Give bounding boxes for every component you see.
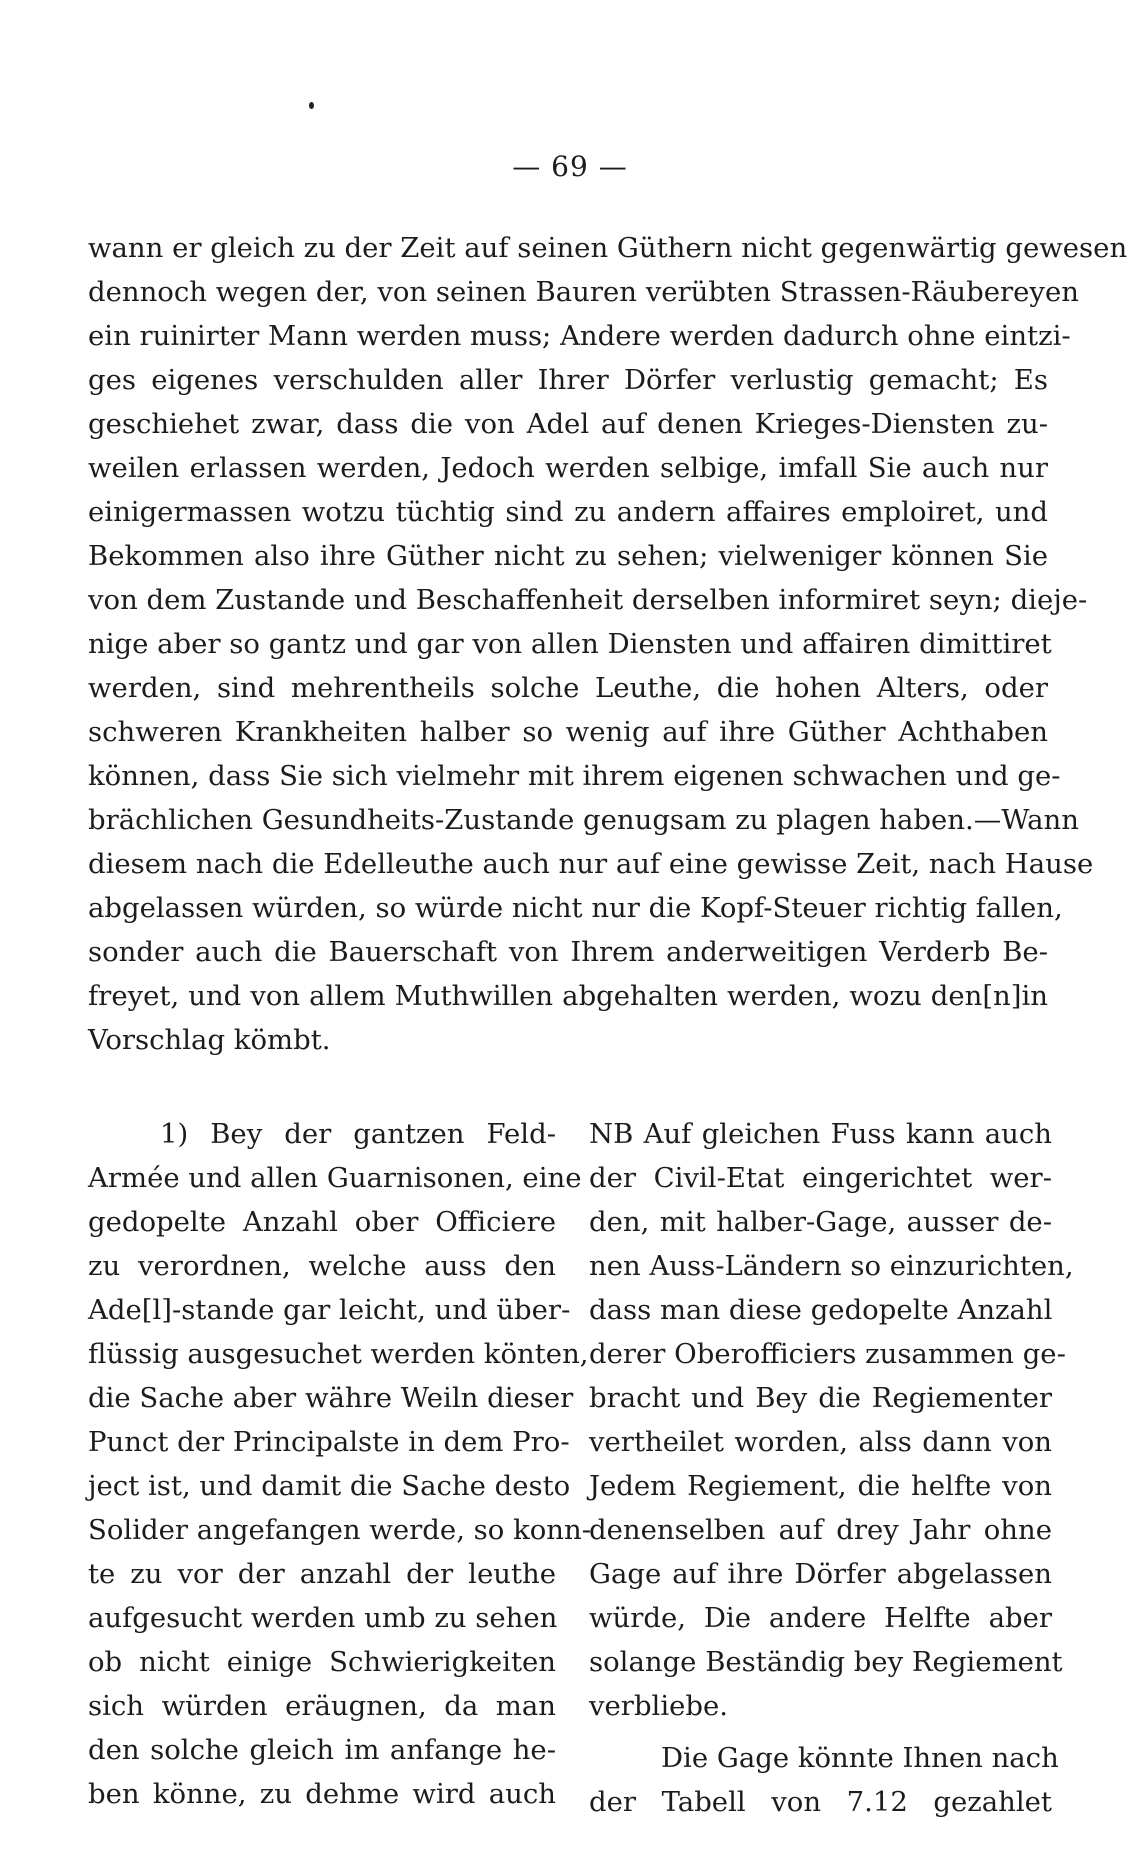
text-line: nige aber so gantz und gar von allen Diensten und affairen dimittiret <box>88 628 1052 660</box>
text-line: wann er gleich zu der Zeit auf seinen Güthern nicht gegenwärtig gewesen <box>88 232 1128 264</box>
text-line: können, dass Sie sich vielmehr mit ihrem eigenen schwachen und ge- <box>88 760 1061 792</box>
text-line: von dem Zustande und Beschaffenheit derselben informiret seyn; dieje- <box>88 584 1088 616</box>
text-line: ob nicht einige Schwierigkeiten <box>88 1646 556 1678</box>
text-line: würde, Die andere Helfte aber <box>589 1602 1052 1634</box>
text-line: verbliebe. <box>589 1690 729 1722</box>
text-line: sich würden eräugnen, da man <box>88 1690 556 1722</box>
text-line: flüssig ausgesuchet werden könten, <box>88 1338 589 1370</box>
text-line: Solider angefangen werde, so konn- <box>88 1514 592 1546</box>
text-line: der Civil-Etat eingerichtet wer- <box>589 1162 1052 1194</box>
text-line: Vorschlag kömbt. <box>88 1024 331 1056</box>
gage-paragraph <box>589 1736 1059 1824</box>
text-line: denenselben auf drey Jahr ohne <box>589 1514 1052 1546</box>
text-line: ein ruinirter Mann werden muss; Andere werden dadurch ohne eintzi- <box>88 320 1071 352</box>
text-line: die Sache aber währe Weiln dieser <box>88 1382 574 1414</box>
text-line: geschiehet zwar, dass die von Adel auf denen Krieges-Diensten zu- <box>88 408 1048 440</box>
text-line: Gage auf ihre Dörfer abgelassen <box>589 1558 1052 1590</box>
text-line: te zu vor der anzahl der leuthe <box>88 1558 556 1590</box>
text-line: Armée und allen Guarnisonen, eine <box>88 1162 582 1194</box>
text-line: vertheilet worden, alss dann von <box>589 1426 1052 1458</box>
text-line: werden, sind mehrentheils solche Leuthe, die hohen Alters, oder <box>88 672 1048 704</box>
main-paragraph <box>88 226 1128 1062</box>
text-line: NB Auf gleichen Fuss kann auch <box>589 1118 1052 1150</box>
text-line: sonder auch die Bauerschaft von Ihrem anderweitigen Verderb Be- <box>88 936 1048 968</box>
text-line: ben könne, zu dehme wird auch <box>88 1778 556 1810</box>
text-line: den solche gleich im anfange he- <box>88 1734 556 1766</box>
text-line: gedopelte Anzahl ober Officiere <box>88 1206 556 1238</box>
text-line: Die Gage könnte Ihnen nach <box>661 1742 1059 1774</box>
text-line: der Tabell von 7.12 gezahlet <box>589 1786 1052 1818</box>
text-line: dass man diese gedopelte Anzahl <box>589 1294 1053 1326</box>
text-line: dennoch wegen der, von seinen Bauren verübten Strassen-Räubereyen <box>88 276 1079 308</box>
text-line: Jedem Regiement, die helfte von <box>589 1470 1052 1502</box>
paragraph-gap <box>589 1728 1052 1736</box>
text-line: 1) Bey der gantzen Feld- <box>160 1118 556 1150</box>
text-line: bracht und Bey die Regiementer <box>589 1382 1052 1414</box>
text-line: brächlichen Gesundheits-Zustande genugsam zu plagen haben.—Wann <box>88 804 1079 836</box>
text-line: derer Oberofficiers zusammen ge- <box>589 1338 1066 1370</box>
text-line: abgelassen würden, so würde nicht nur die Kopf-Steuer richtig fallen, <box>88 892 1063 924</box>
nb-paragraph <box>589 1112 1074 1728</box>
text-line: Ade[l]-stande gar leicht, und über- <box>88 1294 571 1326</box>
text-line: zu verordnen, welche auss den <box>88 1250 556 1282</box>
text-line: nen Auss-Ländern so einzurichten, <box>589 1250 1074 1282</box>
text-line: einigermassen wotzu tüchtig sind zu andern affaires emploiret, und <box>88 496 1048 528</box>
text-line: Punct der Principalste in dem Pro- <box>88 1426 570 1458</box>
text-line: ges eigenes verschulden aller Ihrer Dörfer verlustig gemacht; Es <box>88 364 1048 396</box>
text-line: diesem nach die Edelleuthe auch nur auf eine gewisse Zeit, nach Hause <box>88 848 1094 880</box>
left-column-paragraph <box>88 1112 592 1816</box>
text-line: Bekommen also ihre Güther nicht zu sehen; vielweniger können Sie <box>88 540 1048 572</box>
text-line: den, mit halber-Gage, ausser de- <box>589 1206 1052 1238</box>
text-line: schweren Krankheiten halber so wenig auf ihre Güther Achthaben <box>88 716 1048 748</box>
text-line: solange Beständig bey Regiement <box>589 1646 1063 1678</box>
text-line: ject ist, und damit die Sache desto <box>88 1470 571 1502</box>
page-number: — 69 — <box>512 150 628 183</box>
text-line: weilen erlassen werden, Jedoch werden selbige, imfall Sie auch nur <box>88 452 1048 484</box>
print-speck <box>309 102 314 109</box>
text-line: aufgesucht werden umb zu sehen <box>88 1602 558 1634</box>
right-column <box>589 1112 1074 1824</box>
text-line: freyet, und von allem Muthwillen abgehalten werden, wozu den[n]in <box>88 980 1048 1012</box>
